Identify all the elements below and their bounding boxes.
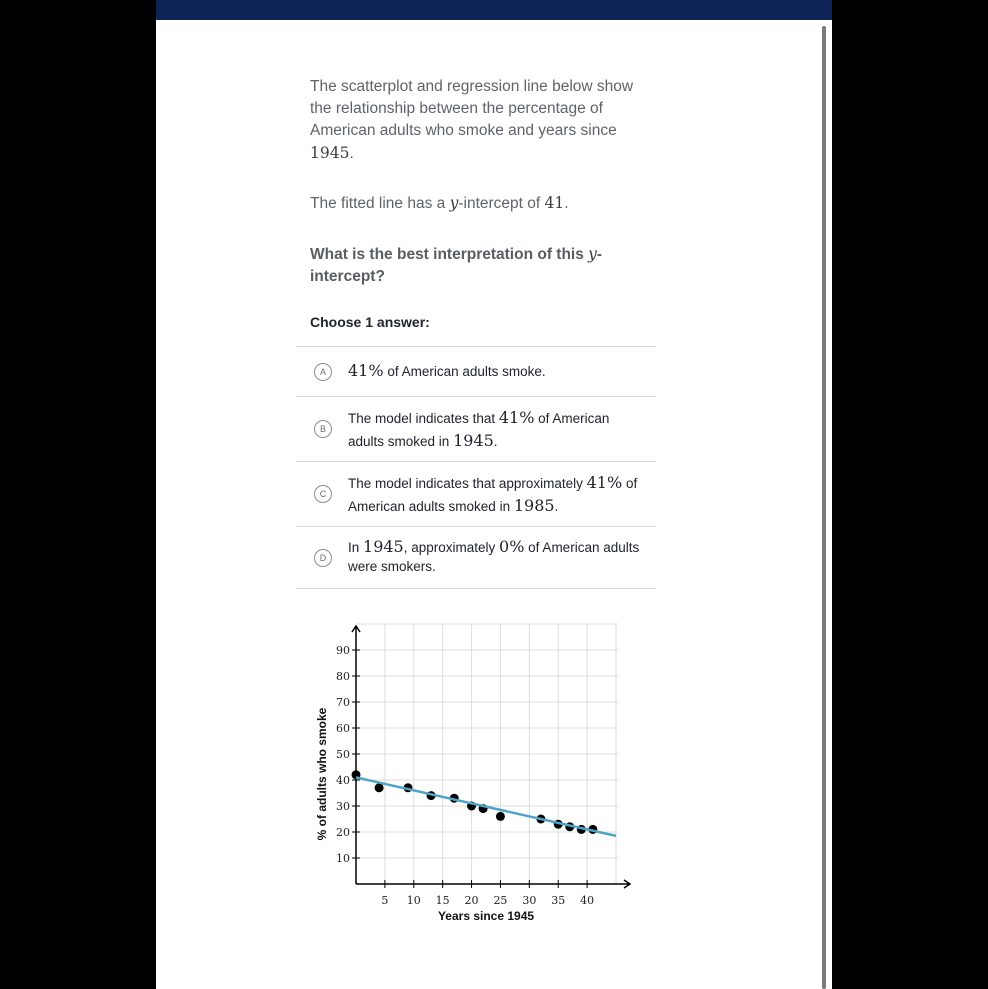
question — [310, 243, 650, 288]
y-axis-label: % of adults who smoke — [315, 707, 329, 841]
problem-intro — [310, 76, 650, 165]
choice-b[interactable] — [296, 397, 656, 462]
x-tick-label: 30 — [522, 894, 537, 907]
choice-d-letter: D — [314, 549, 332, 567]
intercept-statement — [310, 192, 569, 215]
choice-d-t3: , approximately — [403, 540, 500, 555]
intercept-period: . — [564, 195, 569, 212]
x-axis-label: Years since 1945 — [437, 909, 535, 923]
choice-b-letter: B — [314, 420, 332, 438]
choice-b-t5: . — [493, 434, 498, 449]
choice-c-year: 1985 — [513, 496, 555, 515]
choice-c-text — [348, 472, 644, 518]
x-tick-label: 40 — [580, 894, 595, 907]
x-tick-label: 15 — [435, 894, 450, 907]
y-tick-label: 40 — [336, 774, 350, 787]
choice-a-text — [348, 360, 644, 383]
data-point — [496, 812, 505, 821]
choice-d-percent: 0% — [499, 537, 525, 556]
choice-c-t5: . — [554, 499, 559, 514]
choose-label: Choose 1 answer: — [310, 314, 430, 330]
y-tick-label: 10 — [336, 852, 350, 865]
choice-c-t1: The model indicates that approximately — [348, 476, 587, 491]
y-tick-label: 20 — [336, 826, 350, 839]
question-text-b: -intercept? — [310, 246, 603, 285]
question-var: y — [588, 245, 597, 263]
choice-c-letter: C — [314, 485, 332, 503]
intro-period: . — [349, 145, 354, 162]
data-point — [375, 783, 384, 792]
intercept-text-b: -intercept of — [458, 195, 545, 212]
regression-line — [356, 777, 616, 836]
x-tick-label: 10 — [406, 894, 421, 907]
x-tick-label: 35 — [551, 894, 566, 907]
choice-d-t5: of American adults were smokers. — [348, 540, 640, 574]
scrollbar[interactable] — [822, 26, 826, 989]
x-tick-label: 20 — [464, 894, 479, 907]
choice-c-percent: 41% — [586, 473, 623, 492]
choice-d-t1: In — [348, 540, 364, 555]
choice-a[interactable] — [296, 347, 656, 397]
y-tick-label: 80 — [336, 670, 350, 683]
choice-d[interactable] — [296, 527, 656, 589]
choice-c[interactable] — [296, 462, 656, 527]
choice-a-rest: of American adults smoke. — [383, 364, 546, 379]
choice-b-t1: The model indicates that — [348, 411, 499, 426]
top-bar — [156, 0, 832, 20]
intro-text: The scatterplot and regression line below show the relationship between the percentage of American adults who smoke and years since — [310, 78, 634, 139]
choice-b-percent: 41% — [498, 408, 535, 427]
choice-b-text — [348, 407, 644, 453]
choice-b-t3: of American adults smoked in — [348, 411, 610, 449]
choice-c-t3: of American adults smoked in — [348, 476, 638, 514]
choice-b-year: 1945 — [453, 431, 494, 450]
question-text-a: What is the best interpretation of this — [310, 246, 589, 263]
x-tick-label: 5 — [381, 894, 389, 907]
x-tick-label: 25 — [493, 894, 508, 907]
page — [156, 0, 832, 989]
intro-year: 1945 — [310, 144, 350, 162]
y-tick-label: 50 — [336, 748, 350, 761]
intercept-text-a: The fitted line has a — [310, 195, 450, 212]
choice-a-letter: A — [314, 363, 332, 381]
y-tick-label: 90 — [336, 644, 350, 657]
intercept-value: 41 — [544, 194, 565, 212]
y-tick-label: 30 — [336, 800, 350, 813]
choice-d-year: 1945 — [363, 537, 404, 556]
answer-choices — [296, 346, 656, 589]
intercept-var: y — [449, 194, 459, 212]
scatterplot — [312, 620, 632, 930]
choice-d-text — [348, 537, 644, 576]
y-tick-label: 60 — [336, 722, 350, 735]
y-tick-label: 70 — [336, 696, 350, 709]
choice-a-percent: 41% — [348, 361, 384, 380]
